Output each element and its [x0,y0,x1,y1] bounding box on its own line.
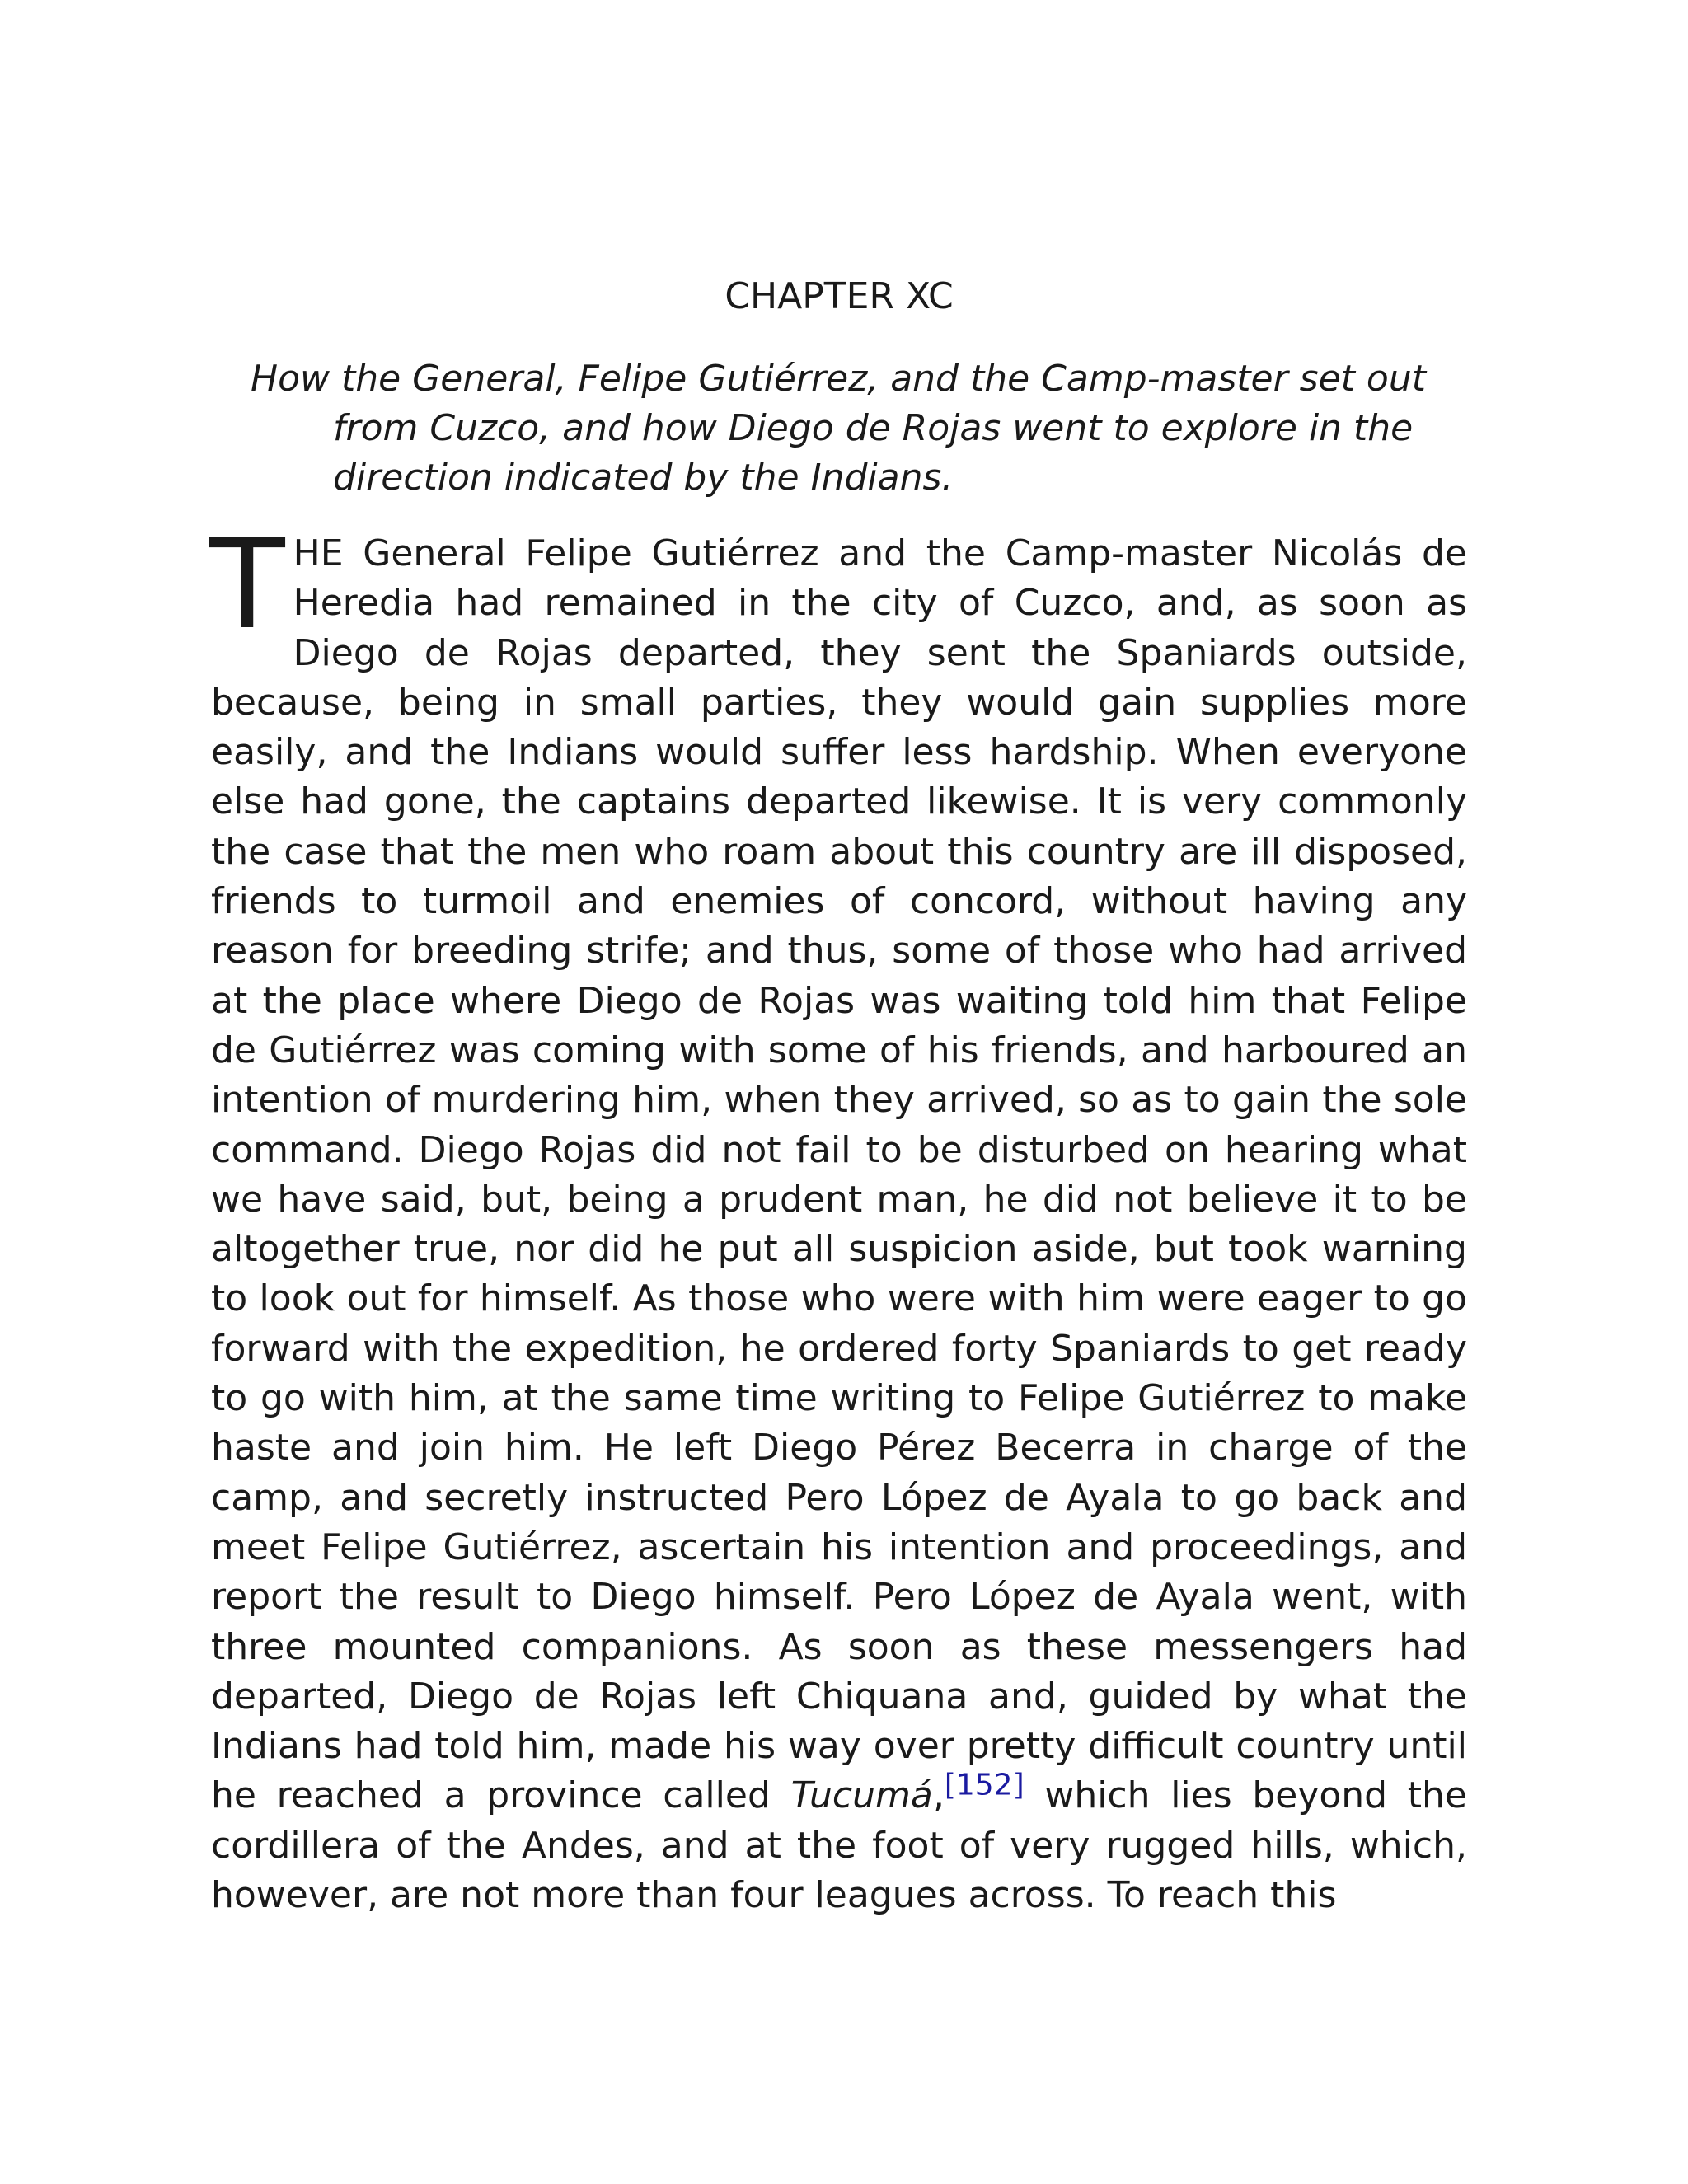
body-paragraph [209,513,1467,1920]
lead-caps: HE [293,532,344,574]
paragraph-text-part-2: which lies beyond the cordillera of the Andes, and at the foot of very rugged hills, which, however, are not more than four leagues across. To reach this [211,1774,1467,1917]
chapter-heading: CHAPTER XC [724,275,954,317]
comma: , [932,1774,945,1817]
place-name-tucuma: Tucumá [790,1774,933,1817]
drop-cap: T [209,513,285,657]
paragraph-text-part-1: General Felipe Gutiérrez and the Camp-master Nicolás de Heredia had remained in the city of Cuzco, and, as soon as Diego de Rojas departed, they sent the Spaniards outside, because, being in small parties, they would gain supplies more easily, and the Indians would suffer less hardship. When everyone else had gone, the captains departed likewise. It is very commonly the case that the men who roam about this country are ill disposed, friends to turmoil and enemies of concord, without having any reason for breeding strife; and thus, some of those who had arrived at the place where Diego de Rojas was waiting told him that Felipe de Gutiérrez was coming with some of his friends, and harboured an intention of murdering him, when they arrived, so as to gain the sole command. Diego Rojas did not fail to be disturbed on hearing what we have said, but, being a prudent man, he did not believe it to be altogether true, nor did he put all suspicion aside, but took warning to look out for himself. As those who were with him were eager to go forward with the expedition, he ordered forty Spaniards to get ready to go with him, at the same time writing to Felipe Gutiérrez to make haste and join him. He left Diego Pérez Becerra in charge of the camp, and secretly instructed Pero López de Ayala to go back and meet Felipe Gutiérrez, ascertain his intention and proceedings, and report the result to Diego himself. Pero López de Ayala went, with three mounted companions. As soon as these messengers had departed, Diego de Rojas left Chiquana and, guided by what the Indians had told him, made his way over pretty difficult country until he reached a province called [211,532,1467,1817]
chapter-summary: How the General, Felipe Gutiérrez, and the Camp-master set out from Cuzco, and how Diego de Rojas went to explore in the direction indicated by the Indians. [251,358,1426,499]
book-page [211,272,1467,1920]
footnote-link[interactable]: [152] [944,1768,1025,1802]
